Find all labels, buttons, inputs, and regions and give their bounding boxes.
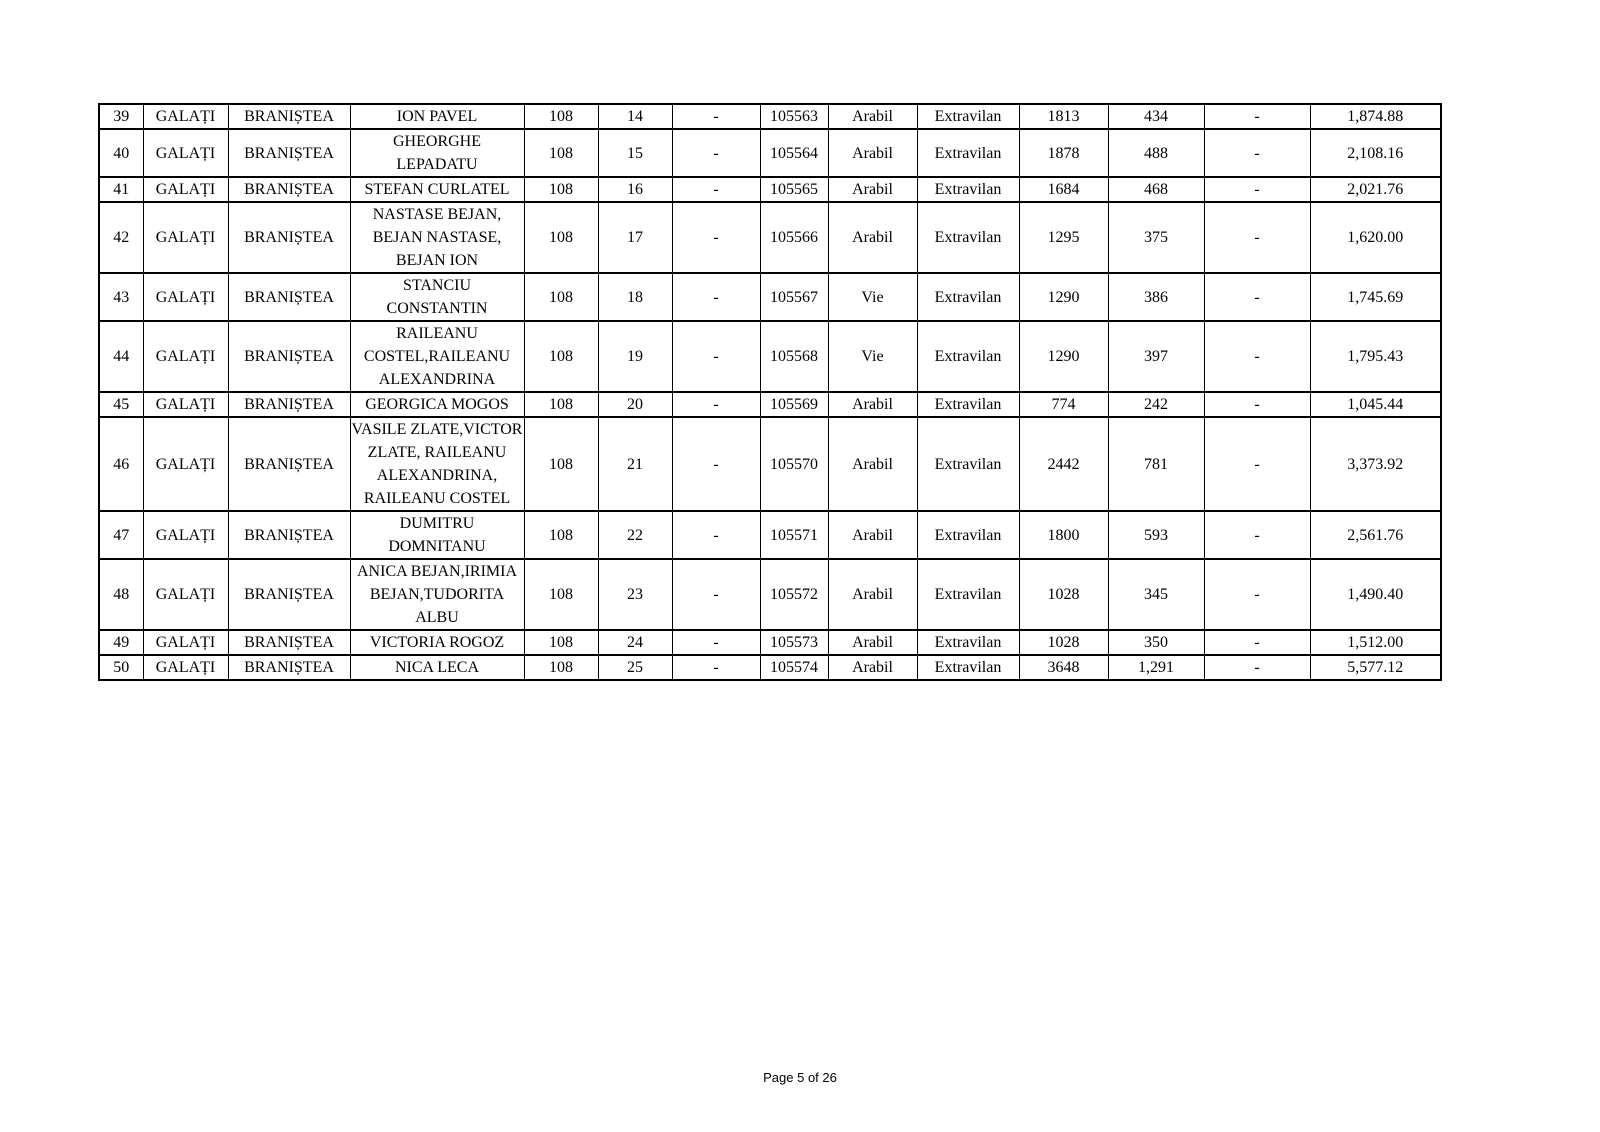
cell-area: 1684: [1019, 177, 1108, 202]
cell-col13: -: [1204, 273, 1310, 321]
cell-value: 3,373.92: [1310, 417, 1441, 511]
table-row: [99, 511, 1441, 559]
cell-col7: -: [672, 104, 760, 129]
cell-locality: BRANIȘTEA: [228, 321, 350, 392]
cell-cadastral: 105574: [760, 655, 828, 680]
cell-use: Arabil: [828, 177, 917, 202]
cell-area: 2442: [1019, 417, 1108, 511]
cell-nr: 44: [99, 321, 143, 392]
cell-parcel: 17: [598, 202, 672, 273]
cell-area2: 386: [1108, 273, 1204, 321]
cell-area: 1290: [1019, 321, 1108, 392]
cell-area: 1290: [1019, 273, 1108, 321]
cell-area2: 468: [1108, 177, 1204, 202]
cell-parcel: 18: [598, 273, 672, 321]
cell-use: Arabil: [828, 392, 917, 417]
cell-nr: 40: [99, 129, 143, 177]
cell-county: GALAȚI: [143, 321, 228, 392]
cell-value: 1,620.00: [1310, 202, 1441, 273]
cell-zone: Extravilan: [917, 104, 1019, 129]
cell-nr: 48: [99, 559, 143, 630]
cell-zone: Extravilan: [917, 511, 1019, 559]
cell-use: Arabil: [828, 202, 917, 273]
cell-owner: STEFAN CURLATEL: [350, 177, 524, 202]
cell-value: 1,512.00: [1310, 630, 1441, 655]
cell-cadastral: 105570: [760, 417, 828, 511]
cell-tarla: 108: [524, 630, 598, 655]
cell-cadastral: 105569: [760, 392, 828, 417]
cell-locality: BRANIȘTEA: [228, 417, 350, 511]
cell-nr: 49: [99, 630, 143, 655]
cell-use: Arabil: [828, 511, 917, 559]
cell-nr: 39: [99, 104, 143, 129]
cell-locality: BRANIȘTEA: [228, 177, 350, 202]
cell-use: Arabil: [828, 129, 917, 177]
table-row: [99, 177, 1441, 202]
cell-zone: Extravilan: [917, 202, 1019, 273]
cell-value: 2,108.16: [1310, 129, 1441, 177]
cell-tarla: 108: [524, 129, 598, 177]
cell-owner: VASILE ZLATE,VICTOR ZLATE, RAILEANU ALEXANDRINA, RAILEANU COSTEL: [350, 417, 524, 511]
cell-county: GALAȚI: [143, 630, 228, 655]
cell-area2: 488: [1108, 129, 1204, 177]
cell-county: GALAȚI: [143, 129, 228, 177]
cell-zone: Extravilan: [917, 392, 1019, 417]
cell-zone: Extravilan: [917, 177, 1019, 202]
cell-value: 1,045.44: [1310, 392, 1441, 417]
cell-col7: -: [672, 630, 760, 655]
cell-county: GALAȚI: [143, 177, 228, 202]
cell-cadastral: 105568: [760, 321, 828, 392]
cell-owner: DUMITRU DOMNITANU: [350, 511, 524, 559]
table-body: [99, 104, 1441, 680]
cell-cadastral: 105567: [760, 273, 828, 321]
cell-locality: BRANIȘTEA: [228, 559, 350, 630]
cell-area2: 350: [1108, 630, 1204, 655]
table-row: [99, 655, 1441, 680]
cell-locality: BRANIȘTEA: [228, 104, 350, 129]
cell-parcel: 15: [598, 129, 672, 177]
page-number-footer: Page 5 of 26: [763, 1070, 837, 1085]
cell-owner: STANCIU CONSTANTIN: [350, 273, 524, 321]
cell-nr: 43: [99, 273, 143, 321]
cell-zone: Extravilan: [917, 417, 1019, 511]
cell-value: 1,795.43: [1310, 321, 1441, 392]
cell-zone: Extravilan: [917, 630, 1019, 655]
table-row: [99, 630, 1441, 655]
cell-tarla: 108: [524, 177, 598, 202]
cell-value: 1,874.88: [1310, 104, 1441, 129]
cell-nr: 41: [99, 177, 143, 202]
cell-owner: GEORGICA MOGOS: [350, 392, 524, 417]
cell-cadastral: 105566: [760, 202, 828, 273]
cell-col13: -: [1204, 177, 1310, 202]
cell-col13: -: [1204, 129, 1310, 177]
cell-zone: Extravilan: [917, 273, 1019, 321]
cell-use: Vie: [828, 273, 917, 321]
cell-zone: Extravilan: [917, 655, 1019, 680]
cell-col7: -: [672, 177, 760, 202]
cell-col13: -: [1204, 417, 1310, 511]
cell-tarla: 108: [524, 655, 598, 680]
table-row: [99, 559, 1441, 630]
cell-tarla: 108: [524, 559, 598, 630]
cell-parcel: 25: [598, 655, 672, 680]
cell-area: 1878: [1019, 129, 1108, 177]
cell-col7: -: [672, 417, 760, 511]
cell-col13: -: [1204, 655, 1310, 680]
table-row: [99, 129, 1441, 177]
cell-tarla: 108: [524, 417, 598, 511]
cell-value: 1,745.69: [1310, 273, 1441, 321]
cell-nr: 46: [99, 417, 143, 511]
cell-owner: ION PAVEL: [350, 104, 524, 129]
cell-locality: BRANIȘTEA: [228, 630, 350, 655]
table-row: [99, 417, 1441, 511]
cell-zone: Extravilan: [917, 559, 1019, 630]
cell-value: 5,577.12: [1310, 655, 1441, 680]
cell-parcel: 20: [598, 392, 672, 417]
cell-parcel: 22: [598, 511, 672, 559]
cell-col7: -: [672, 273, 760, 321]
cell-locality: BRANIȘTEA: [228, 392, 350, 417]
cell-col13: -: [1204, 392, 1310, 417]
cell-area: 1800: [1019, 511, 1108, 559]
cell-cadastral: 105571: [760, 511, 828, 559]
cell-county: GALAȚI: [143, 559, 228, 630]
cell-parcel: 14: [598, 104, 672, 129]
cell-col7: -: [672, 321, 760, 392]
table-row: [99, 273, 1441, 321]
cell-tarla: 108: [524, 511, 598, 559]
cell-use: Arabil: [828, 104, 917, 129]
cell-zone: Extravilan: [917, 129, 1019, 177]
cell-use: Arabil: [828, 655, 917, 680]
cell-owner: NICA LECA: [350, 655, 524, 680]
cell-use: Arabil: [828, 559, 917, 630]
table-row: [99, 202, 1441, 273]
cell-value: 2,561.76: [1310, 511, 1441, 559]
table-row: [99, 104, 1441, 129]
land-parcels-table: [98, 103, 1442, 681]
cell-zone: Extravilan: [917, 321, 1019, 392]
cell-owner: VICTORIA ROGOZ: [350, 630, 524, 655]
cell-parcel: 16: [598, 177, 672, 202]
cell-county: GALAȚI: [143, 273, 228, 321]
cell-area2: 781: [1108, 417, 1204, 511]
cell-county: GALAȚI: [143, 655, 228, 680]
cell-col7: -: [672, 559, 760, 630]
cell-area2: 375: [1108, 202, 1204, 273]
cell-locality: BRANIȘTEA: [228, 511, 350, 559]
cell-area: 1813: [1019, 104, 1108, 129]
cell-nr: 42: [99, 202, 143, 273]
cell-area: 774: [1019, 392, 1108, 417]
cell-locality: BRANIȘTEA: [228, 129, 350, 177]
cell-area2: 434: [1108, 104, 1204, 129]
cell-tarla: 108: [524, 321, 598, 392]
cell-parcel: 23: [598, 559, 672, 630]
cell-value: 1,490.40: [1310, 559, 1441, 630]
cell-use: Vie: [828, 321, 917, 392]
cell-col7: -: [672, 129, 760, 177]
cell-nr: 47: [99, 511, 143, 559]
cell-owner: ANICA BEJAN,IRIMIA BEJAN,TUDORITA ALBU: [350, 559, 524, 630]
cell-area: 1028: [1019, 559, 1108, 630]
cell-area: 3648: [1019, 655, 1108, 680]
cell-col7: -: [672, 511, 760, 559]
cell-owner: NASTASE BEJAN, BEJAN NASTASE, BEJAN ION: [350, 202, 524, 273]
table-row: [99, 392, 1441, 417]
cell-col13: -: [1204, 202, 1310, 273]
cell-county: GALAȚI: [143, 511, 228, 559]
cell-locality: BRANIȘTEA: [228, 655, 350, 680]
cell-area2: 593: [1108, 511, 1204, 559]
cell-use: Arabil: [828, 630, 917, 655]
cell-owner: RAILEANU COSTEL,RAILEANU ALEXANDRINA: [350, 321, 524, 392]
cell-area: 1295: [1019, 202, 1108, 273]
cell-area2: 242: [1108, 392, 1204, 417]
cell-col7: -: [672, 655, 760, 680]
cell-area2: 1,291: [1108, 655, 1204, 680]
cell-parcel: 21: [598, 417, 672, 511]
cell-county: GALAȚI: [143, 417, 228, 511]
cell-area2: 397: [1108, 321, 1204, 392]
cell-tarla: 108: [524, 273, 598, 321]
cell-col7: -: [672, 202, 760, 273]
cell-cadastral: 105573: [760, 630, 828, 655]
cell-cadastral: 105564: [760, 129, 828, 177]
cell-nr: 50: [99, 655, 143, 680]
cell-area: 1028: [1019, 630, 1108, 655]
table-row: [99, 321, 1441, 392]
cell-cadastral: 105565: [760, 177, 828, 202]
cell-county: GALAȚI: [143, 202, 228, 273]
cell-owner: GHEORGHE LEPADATU: [350, 129, 524, 177]
cell-nr: 45: [99, 392, 143, 417]
cell-col13: -: [1204, 630, 1310, 655]
cell-county: GALAȚI: [143, 104, 228, 129]
cell-col13: -: [1204, 104, 1310, 129]
cell-parcel: 24: [598, 630, 672, 655]
cell-locality: BRANIȘTEA: [228, 273, 350, 321]
cell-cadastral: 105572: [760, 559, 828, 630]
cell-parcel: 19: [598, 321, 672, 392]
cell-value: 2,021.76: [1310, 177, 1441, 202]
cell-tarla: 108: [524, 202, 598, 273]
cell-col13: -: [1204, 559, 1310, 630]
cell-cadastral: 105563: [760, 104, 828, 129]
cell-col7: -: [672, 392, 760, 417]
cell-area2: 345: [1108, 559, 1204, 630]
cell-tarla: 108: [524, 104, 598, 129]
cell-locality: BRANIȘTEA: [228, 202, 350, 273]
cell-col13: -: [1204, 321, 1310, 392]
cell-tarla: 108: [524, 392, 598, 417]
cell-county: GALAȚI: [143, 392, 228, 417]
cell-use: Arabil: [828, 417, 917, 511]
cell-col13: -: [1204, 511, 1310, 559]
